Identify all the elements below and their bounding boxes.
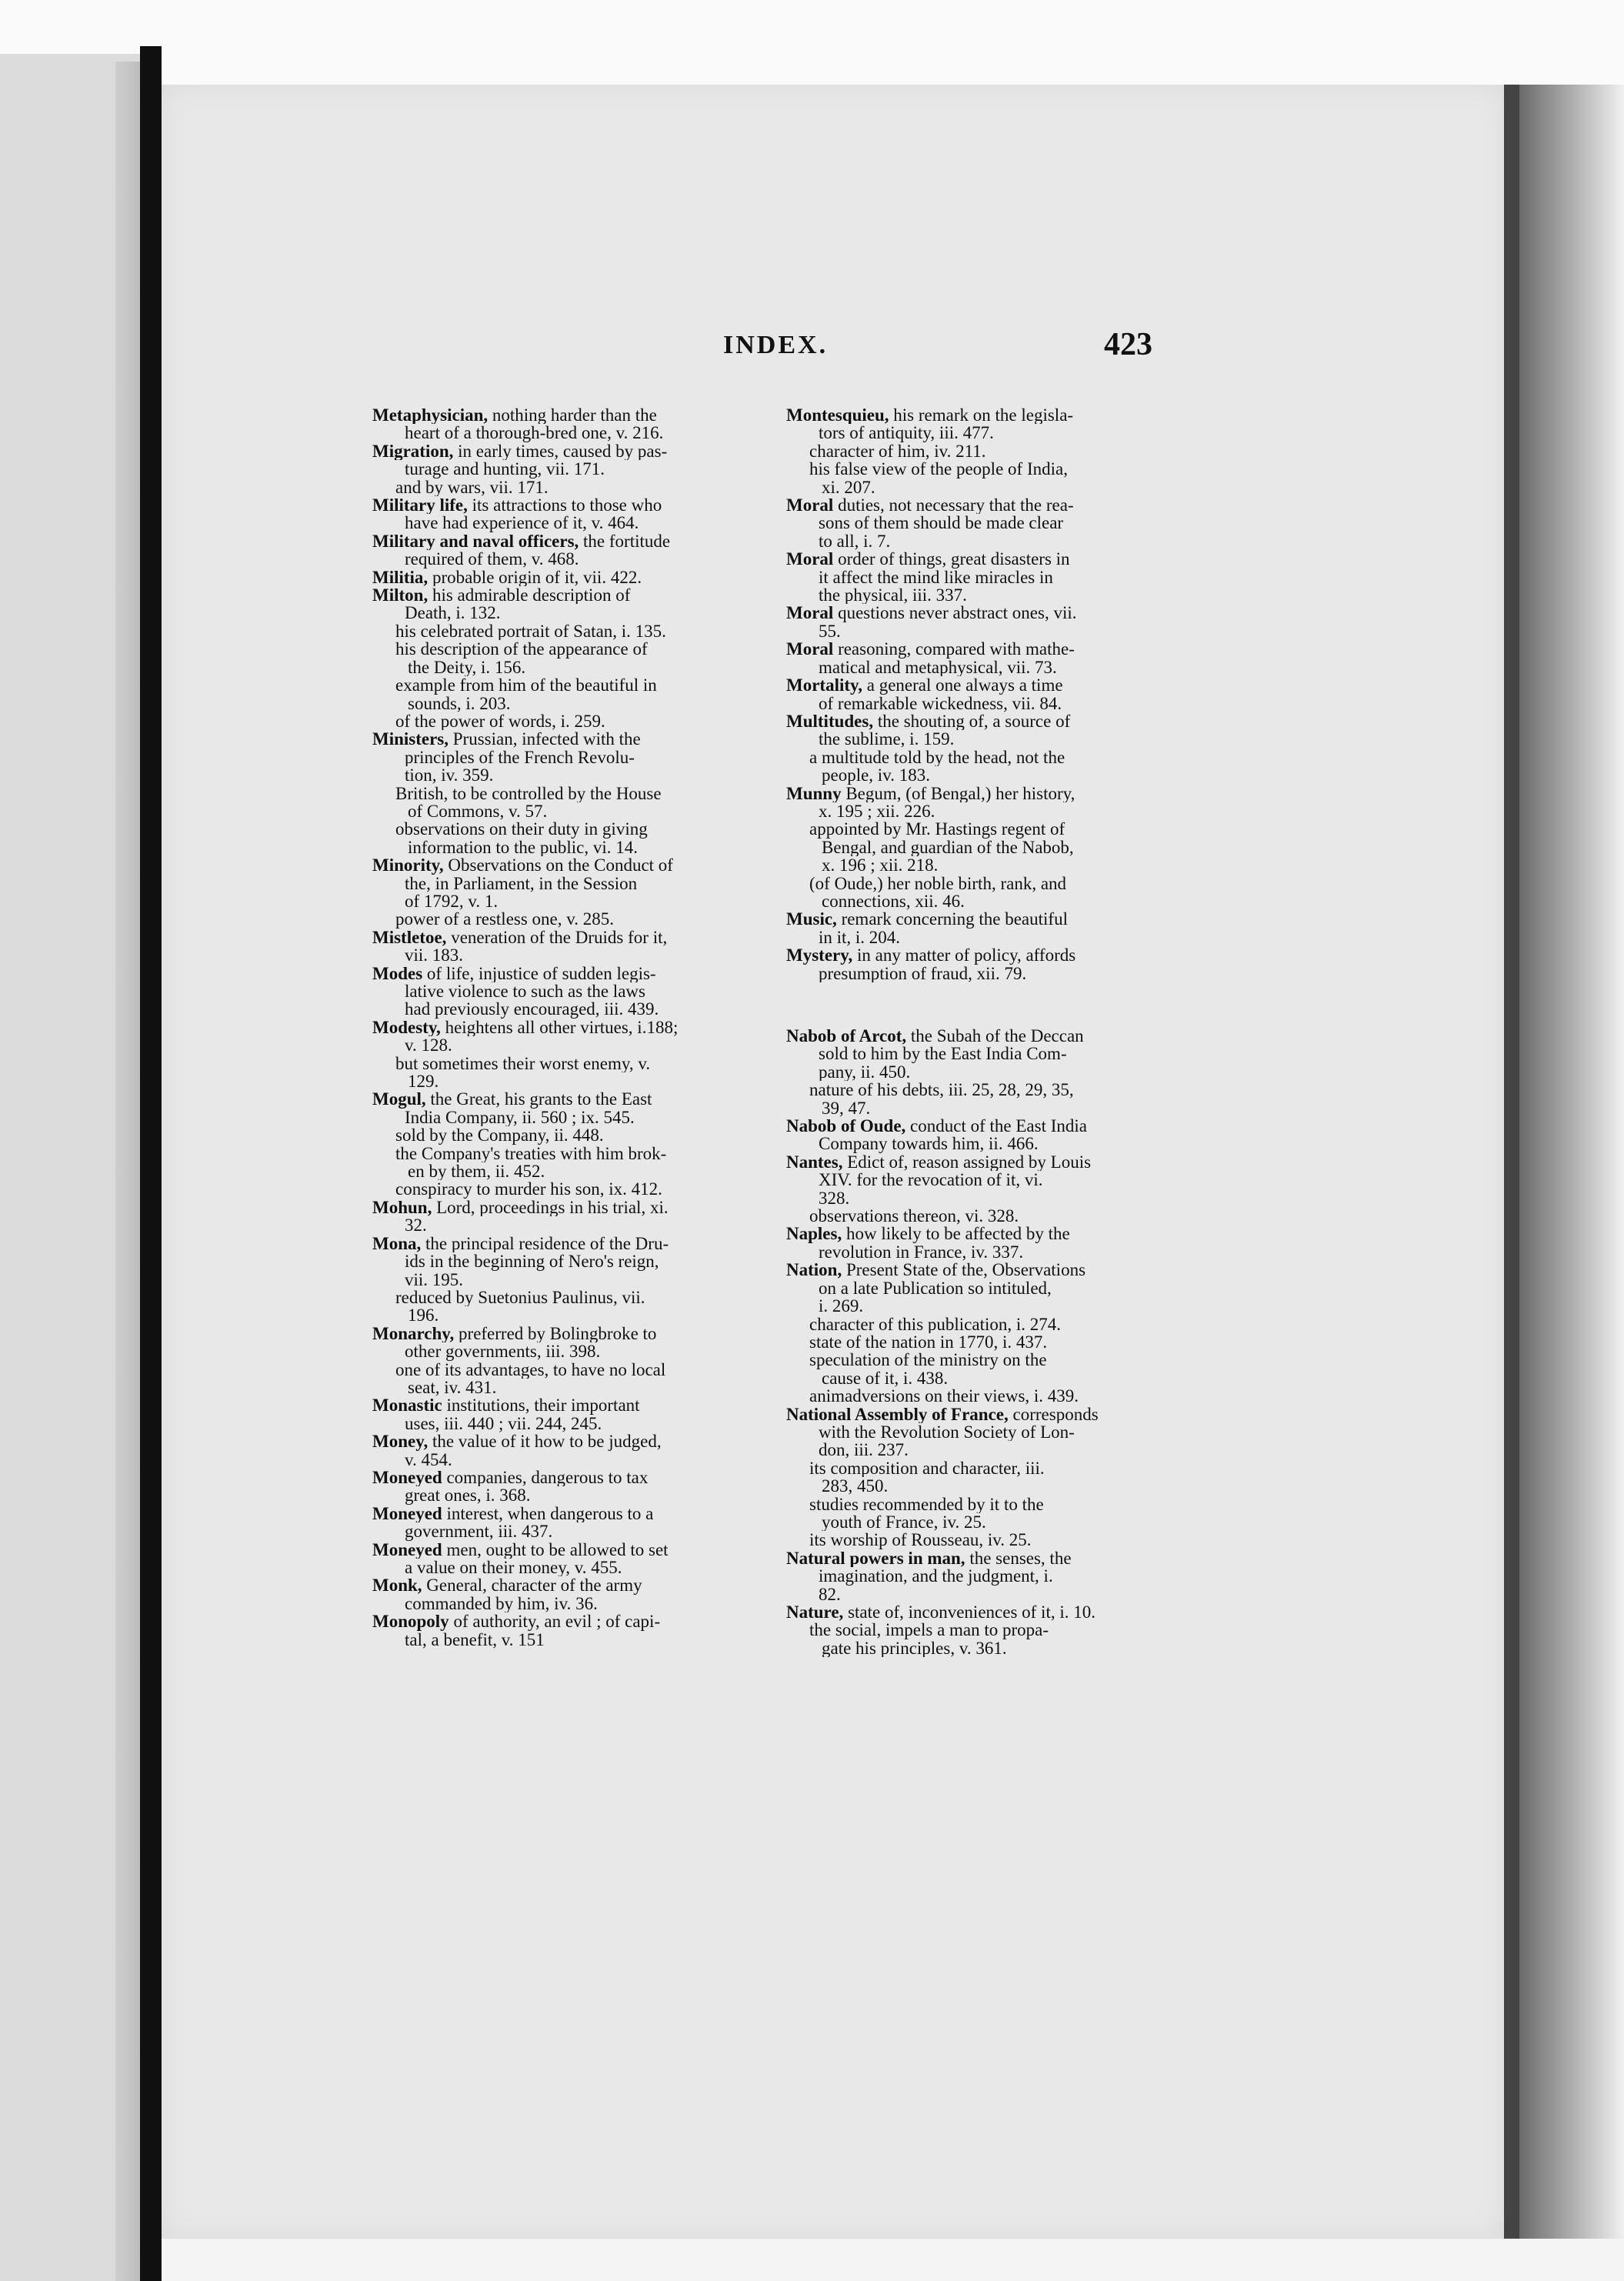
index-heading: Modes [372,964,423,982]
index-heading-text: state of, inconveniences of it, i. 10. [843,1603,1095,1622]
index-continuation-line: v. 454. [405,1450,452,1469]
index-subentry-continuation: x. 196 ; xii. 218. [822,856,939,875]
index-heading-line [786,1225,1225,1242]
index-section-gap [786,982,1225,1027]
index-entry [786,712,1225,749]
index-heading: Monastic [372,1396,442,1415]
index-heading-text: in any matter of policy, affords [852,946,1076,965]
index-subentry-line: animadversions on their views, i. 439. [809,1387,1079,1406]
index-continuation-line: it affect the mind like miracles in [819,568,1053,587]
index-continuation-line: ids in the beginning of Nero's reign, [405,1252,659,1271]
index-entry [372,1576,811,1612]
index-subentry-continuation: 39, 47. [822,1099,871,1118]
index-continuation-line: principles of the French Revolu- [405,748,635,767]
index-entry [372,730,811,784]
index-heading-line [372,569,811,586]
index-subentry-continuation: cause of it, i. 438. [822,1369,949,1388]
index-heading-text: conduct of the East India [905,1117,1087,1135]
index-continuation-line: uses, iii. 440 ; vii. 244, 245. [405,1414,602,1433]
index-heading: Naples, [786,1225,842,1243]
index-heading-text: heightens all other virtues, i.188; [440,1018,679,1037]
index-entry [372,532,811,569]
index-column-right [786,406,1225,1657]
index-entry [786,550,1225,604]
index-subentry-continuation: 283, 450. [822,1477,889,1496]
index-heading: Natural powers in man, [786,1549,965,1568]
index-entry [372,1361,811,1397]
index-subentry-continuation: sounds, i. 203. [408,694,511,712]
index-heading-line [786,676,1225,694]
index-heading-line [786,1261,1225,1279]
page-right-edge [1504,85,1519,2239]
index-subentry-continuation: 196. [408,1306,439,1325]
index-subentry-line: observations on their duty in giving [395,820,648,839]
index-heading-text: Begum, (of Bengal,) her history, [841,784,1075,802]
index-continuation-line: matical and metaphysical, vii. 73. [819,658,1057,677]
index-heading-text: of life, injustice of sudden legis- [422,964,656,982]
index-heading: Militia, [372,568,429,587]
index-entry [786,946,1225,982]
index-heading-text: preferred by Bolingbroke to [454,1324,657,1343]
index-heading-line [372,1469,811,1486]
index-heading-text: Edict of, reason assigned by Louis [842,1152,1092,1172]
index-heading-text: General, character of the army [422,1576,642,1595]
index-heading-text: reasoning, compared with mathe- [833,640,1075,659]
index-continuation-line: in it, i. 204. [819,928,901,947]
index-heading-text: in early times, caused by pas- [453,442,668,461]
index-continuation-line: v. 128. [405,1036,452,1055]
index-subentry-line: character of him, iv. 211. [809,442,986,461]
index-continuation-line: pany, ii. 450. [819,1062,911,1082]
index-heading: Nabob of Arcot, [786,1027,907,1045]
index-heading: Modesty, [372,1018,441,1037]
index-subentry-line: its composition and character, iii. [809,1459,1045,1478]
index-heading-text: of authority, an evil ; of capi- [449,1612,661,1631]
index-heading-text: the senses, the [965,1549,1072,1568]
index-heading-line [372,1325,811,1342]
index-heading-line [372,1432,811,1450]
index-heading-text: duties, not necessary that the rea- [833,496,1074,515]
index-subentry-line: one of its advantages, to have no local [395,1360,666,1379]
index-entry [786,1406,1225,1459]
index-entry [372,1235,811,1289]
index-heading-text: his admirable description of [428,586,631,605]
index-continuation-line: of 1792, v. 1. [405,892,499,911]
index-subentry-continuation: Bengal, and guardian of the Nabob, [822,838,1074,857]
index-continuation-line: XIV. for the revocation of it, vi. [819,1171,1043,1189]
index-entry [372,1541,811,1577]
index-continuation-line: don, iii. 237. [819,1441,909,1459]
index-continuation-line: vii. 183. [405,946,464,965]
index-heading-text: the principal residence of the Dru- [421,1234,669,1253]
index-entry [372,442,811,479]
index-subentry-line: a multitude told by the head, not the [809,748,1065,767]
index-heading: National Assembly of France, [786,1405,1009,1423]
index-entry [786,749,1225,785]
index-subentry-line: appointed by Mr. Hastings regent of [809,820,1065,839]
index-continuation-line: India Company, ii. 560 ; ix. 545. [405,1108,635,1127]
index-entry [372,712,811,730]
index-heading-line [786,496,1225,514]
book-gutter [140,46,162,2281]
index-subentry-line: and by wars, vii. 171. [395,478,549,497]
index-heading-text: order of things, great disasters in [833,550,1070,569]
index-heading: Military life, [372,496,468,515]
index-heading-line [786,1549,1225,1567]
index-entry [372,1505,811,1541]
index-heading-text: the value of it how to be judged, [428,1432,662,1451]
index-subentry-line: his celebrated portrait of Satan, i. 135. [395,622,666,641]
index-heading: Moneyed [372,1504,442,1523]
index-continuation-line: a value on their money, v. 455. [405,1559,622,1577]
index-entry [372,1325,811,1361]
index-entry [786,1459,1225,1496]
index-entry [786,1603,1225,1621]
index-entry [372,910,811,928]
index-entry [372,406,811,442]
index-heading-line [786,1406,1225,1423]
index-heading-text: men, ought to be allowed to set [442,1540,669,1559]
index-heading-line [372,406,811,424]
index-subentry-line: his description of the appearance of [395,640,648,659]
index-continuation-line: have had experience of it, v. 464. [405,514,639,532]
index-heading: Moneyed [372,1468,442,1487]
index-heading: Mohun, [372,1198,432,1217]
index-heading-line [372,1235,811,1252]
index-heading-text: interest, when dangerous to a [442,1504,654,1523]
index-heading-text: corresponds [1008,1405,1099,1423]
index-heading-line [372,586,811,604]
index-continuation-line: Death, i. 132. [405,604,501,622]
index-heading-line [372,1396,811,1414]
page-number: 423 [1104,327,1152,362]
index-continuation-line: tors of antiquity, iii. 477. [819,424,994,442]
index-entry [786,1117,1225,1153]
index-heading-text: Prussian, infected with the [449,730,641,749]
index-subentry-line: its worship of Rousseau, iv. 25. [809,1531,1032,1549]
index-heading: Moral [786,550,834,569]
index-heading: Military and naval officers, [372,532,579,551]
index-subentry-continuation: information to the public, vi. 14. [408,838,638,857]
index-heading: Nantes, [786,1152,843,1172]
index-heading-text: Present State of the, Observations [842,1261,1086,1279]
index-subentry-line: British, to be controlled by the House [395,784,662,802]
index-heading-text: Observations on the Conduct of [443,856,673,875]
index-heading: Mystery, [786,946,853,965]
index-entry [372,1090,811,1126]
index-heading-text: the fortitude [579,532,671,551]
index-heading-line [372,1019,811,1036]
index-entry [372,1199,811,1235]
index-heading: Nation, [786,1261,842,1279]
index-entry [372,1055,811,1091]
index-continuation-line: 32. [405,1216,427,1235]
index-heading-line [372,1505,811,1522]
index-continuation-line: turage and hunting, vii. 171. [405,460,605,479]
index-subentry-continuation: gate his principles, v. 361. [822,1639,1007,1658]
index-subentry-continuation: of Commons, v. 57. [408,802,548,821]
index-heading-line [786,550,1225,568]
index-subentry-line: state of the nation in 1770, i. 437. [809,1332,1048,1352]
index-heading: Money, [372,1432,429,1451]
index-entry [372,785,811,821]
index-entry [786,910,1225,946]
index-entry [786,1531,1225,1549]
index-heading-text: companies, dangerous to tax [442,1468,649,1487]
index-continuation-line: lative violence to such as the laws [405,982,645,1001]
index-subentry-line: speculation of the ministry on the [809,1351,1047,1369]
index-entry [786,1621,1225,1657]
index-heading-text: remark concerning the beautiful [836,910,1068,929]
index-entry [786,1316,1225,1333]
index-heading-line [786,1117,1225,1135]
index-subentry-line: the Company's treaties with him brok- [395,1144,667,1163]
index-subentry-line: character of this publication, i. 274. [809,1315,1062,1333]
index-heading-line [786,946,1225,964]
index-continuation-line: heart of a thorough-bred one, v. 216. [405,424,664,442]
index-entry [786,1351,1225,1387]
index-subentry-line: of the power of words, i. 259. [395,712,605,731]
index-continuation-line: great ones, i. 368. [405,1486,531,1505]
index-heading-line [372,965,811,982]
index-heading: Moral [786,496,834,515]
index-heading-line [372,929,811,946]
index-entry [372,569,811,586]
index-entry [372,1612,811,1649]
index-continuation-line: x. 195 ; xii. 226. [819,802,935,821]
index-heading: Mistletoe, [372,928,447,947]
index-heading-text: the Subah of the Deccan [906,1027,1084,1045]
index-heading: Minority, [372,856,444,875]
index-heading: Monopoly [372,1612,449,1631]
index-heading: Nature, [786,1603,844,1622]
index-heading-line [372,442,811,460]
index-heading-text: probable origin of it, vii. 422. [428,568,642,587]
index-heading: Munny [786,784,842,802]
index-heading: Mogul, [372,1090,426,1109]
index-heading-line [786,712,1225,730]
index-subentry-continuation: en by them, ii. 452. [408,1162,545,1181]
index-heading-line [786,1603,1225,1621]
index-heading-line [372,730,811,748]
index-heading: Multitudes, [786,712,874,731]
index-continuation-line: on a late Publication so intituled, [819,1279,1052,1298]
index-subentry-line: observations thereon, vi. 328. [809,1207,1019,1226]
index-entry [786,1549,1225,1603]
index-continuation-line: of remarkable wickedness, vii. 84. [819,694,1062,712]
index-entry [786,442,1225,460]
index-heading-text: veneration of the Druids for it, [446,928,668,947]
index-entry [372,1289,811,1325]
index-entry [372,1432,811,1469]
index-continuation-line: revolution in France, iv. 337. [819,1242,1024,1262]
index-continuation-line: required of them, v. 468. [405,550,579,569]
index-continuation-line: the physical, iii. 337. [819,586,967,605]
index-entry [786,460,1225,496]
index-entry [372,1180,811,1198]
index-subentry-continuation: youth of France, iv. 25. [822,1512,986,1532]
index-subentry-continuation: connections, xii. 46. [822,892,965,911]
index-heading-line [786,604,1225,622]
index-heading: Moneyed [372,1540,442,1559]
index-heading-text: a general one always a time [862,676,1063,695]
index-entry [786,785,1225,821]
index-heading-line [372,1576,811,1594]
index-heading: Metaphysician, [372,406,489,425]
index-subentry-line: sold by the Company, ii. 448. [395,1126,604,1145]
index-continuation-line: had previously encouraged, iii. 439. [405,1000,659,1019]
index-heading-text: the Great, his grants to the East [425,1090,652,1109]
index-heading-line [372,856,811,874]
index-entry [786,1387,1225,1405]
running-title: INDEX. [723,331,829,359]
index-entry [786,1153,1225,1207]
index-subentry-continuation: the Deity, i. 156. [408,658,526,677]
index-heading: Moral [786,604,834,622]
index-continuation-line: the sublime, i. 159. [819,730,955,749]
index-heading-line [786,785,1225,802]
index-subentry-line: the social, impels a man to propa- [809,1621,1049,1639]
index-entry [372,496,811,532]
index-heading-line [786,1027,1225,1045]
index-subentry-line: studies recommended by it to the [809,1495,1044,1513]
index-subentry-line: his false view of the people of India, [809,460,1068,479]
index-subentry-line: but sometimes their worst enemy, v. [395,1054,651,1073]
index-entry [372,1469,811,1505]
index-heading: Montesquieu, [786,406,889,425]
index-entry [372,640,811,676]
index-entry [372,820,811,856]
index-heading: Milton, [372,586,429,605]
index-continuation-line: vii. 195. [405,1270,464,1289]
index-heading: Migration, [372,442,454,461]
page-stack-edge [1519,85,1624,2239]
index-subentry-line: power of a restless one, v. 285. [395,910,615,929]
index-continuation-line: to all, i. 7. [819,532,891,551]
index-heading-text: the shouting of, a source of [873,712,1071,731]
index-subentry-continuation: xi. 207. [822,478,875,497]
index-entry [372,1019,811,1055]
index-entry [372,965,811,1019]
index-heading-line [786,910,1225,928]
index-continuation-line: sons of them should be made clear [819,514,1064,532]
index-continuation-line: commanded by him, iv. 36. [405,1594,598,1613]
index-entry [372,676,811,712]
index-continuation-line: 55. [819,622,841,641]
index-subentry-line: reduced by Suetonius Paulinus, vii. [395,1288,645,1307]
index-continuation-line: Company towards him, ii. 466. [819,1135,1039,1153]
index-subentry-line: nature of his debts, iii. 25, 28, 29, 35, [809,1081,1074,1099]
index-heading-text: his remark on the legisla- [889,406,1074,425]
index-heading-text: nothing harder than the [488,406,657,425]
index-entry [786,406,1225,442]
index-entry [372,1126,811,1144]
index-heading-line [372,1199,811,1216]
index-continuation-line: i. 269. [819,1297,864,1316]
index-heading-line [372,496,811,514]
running-head [162,327,1504,377]
index-entry [372,586,811,622]
index-entry [372,1396,811,1432]
index-heading-line [786,640,1225,658]
index-heading: Mona, [372,1234,422,1253]
index-entry [372,856,811,910]
index-subentry-continuation: people, iv. 183. [822,766,930,785]
index-continuation-line: with the Revolution Society of Lon- [819,1422,1075,1442]
index-entry [786,1027,1225,1081]
index-heading: Music, [786,910,837,929]
index-heading-line [372,1090,811,1108]
index-heading: Mortality, [786,676,862,695]
index-continuation-line: presumption of fraud, xii. 79. [819,964,1027,982]
index-continuation-line: government, iii. 437. [405,1522,553,1541]
index-continuation-line: sold to him by the East India Com- [819,1045,1067,1063]
index-entry [786,1496,1225,1532]
index-heading-text: institutions, their important [442,1396,640,1415]
book-page [162,85,1504,2239]
index-continuation-line: tion, iv. 359. [405,766,494,785]
scan-bottom-margin [162,2239,1624,2281]
index-entry [786,604,1225,640]
index-heading-line [786,406,1225,424]
index-subentry-line: conspiracy to murder his son, ix. 412. [395,1180,662,1199]
index-heading: Ministers, [372,730,449,749]
index-heading-text: Lord, proceedings in his trial, xi. [432,1198,669,1217]
index-heading-text: how likely to be affected by the [842,1225,1070,1243]
index-continuation-line: imagination, and the judgment, i. [819,1567,1053,1586]
index-heading-line [372,1612,811,1630]
index-heading: Monarchy, [372,1324,455,1343]
index-heading-line [372,1541,811,1559]
index-entry [786,496,1225,550]
index-subentry-line: example from him of the beautiful in [395,676,657,695]
index-entry [786,820,1225,874]
index-entry [786,1225,1225,1261]
index-subentry-continuation: 129. [408,1072,439,1091]
index-entry [786,875,1225,911]
index-heading: Monk, [372,1576,422,1595]
facing-page-shadow [115,62,140,2281]
index-heading-text: questions never abstract ones, vii. [833,604,1077,622]
index-entry [786,1207,1225,1225]
index-entry [786,1081,1225,1117]
index-subentry-continuation: seat, iv. 431. [408,1378,497,1397]
index-continuation-line: other governments, iii. 398. [405,1342,601,1361]
index-column-left [372,406,811,1649]
index-entry [372,622,811,640]
index-continuation-line: 328. [819,1189,850,1208]
index-subentry-line: (of Oude,) her noble birth, rank, and [809,874,1067,892]
index-entry [786,640,1225,676]
index-continuation-line: 82. [819,1585,841,1603]
index-continuation-line: the, in Parliament, in the Session [405,874,638,892]
index-entry [372,929,811,965]
index-heading: Nabob of Oude, [786,1117,906,1135]
index-heading-text: its attractions to those who [467,496,662,515]
index-heading-line [372,532,811,550]
index-entry [786,676,1225,712]
index-continuation-line: tal, a benefit, v. 151 [405,1630,545,1649]
index-heading-line [786,1153,1225,1171]
index-entry [786,1261,1225,1315]
index-entry [786,1333,1225,1351]
index-heading: Moral [786,640,834,659]
index-entry [372,479,811,496]
index-entry [372,1145,811,1181]
